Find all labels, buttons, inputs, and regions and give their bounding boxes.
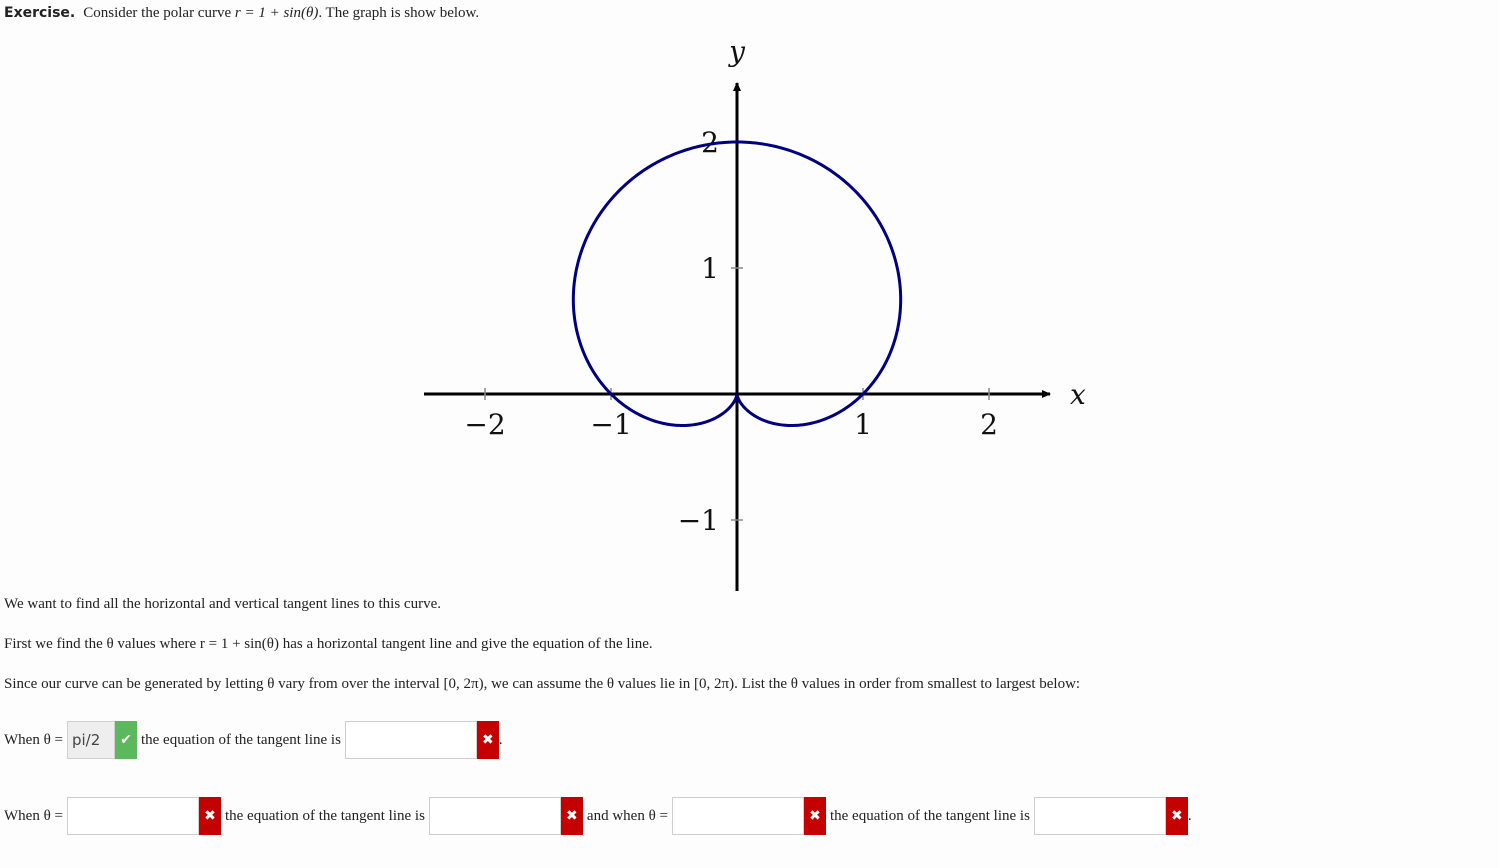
tangent-input-1[interactable]: [345, 721, 477, 759]
x-tick-label: 1: [854, 408, 872, 441]
theta-answer-field-2: [67, 798, 221, 834]
tangent-line-label: the equation of the tangent line is: [140, 731, 341, 748]
answer-row-2: [4, 798, 1192, 834]
and-when-theta-label: and when θ =: [586, 807, 668, 824]
y-tick-label: −1: [677, 504, 719, 537]
intro-paragraph: We want to find all the horizontal and vertical tangent lines to this curve.: [4, 596, 441, 612]
interval-paragraph: Since our curve can be generated by letting θ vary from over the interval [0, 2π), we can assume the θ values lie in [0, 2π). List the θ values in order from smallest to largest below:: [4, 676, 1081, 692]
theta-input-2[interactable]: [67, 797, 199, 835]
theta-input-1[interactable]: [67, 721, 115, 759]
polar-graph: [0, 24, 1499, 596]
x-tick-label: 2: [980, 408, 998, 441]
theta-answer-field-3: [672, 798, 826, 834]
answer-row-1: [4, 722, 503, 758]
x-tick-label: −2: [464, 408, 506, 441]
when-theta-label: When θ =: [4, 807, 63, 824]
tangent-answer-field-2: [429, 798, 583, 834]
cross-icon: ✖: [477, 721, 499, 759]
tangent-line-label: the equation of the tangent line is: [224, 807, 425, 824]
x-axis-label: x: [1070, 378, 1086, 411]
header-text-before: Consider the polar curve: [83, 5, 235, 21]
header-formula: r = 1 + sin(θ): [234, 5, 319, 21]
exercise-label: Exercise.: [4, 5, 76, 21]
y-tick-label: 1: [701, 252, 719, 285]
theta-input-3[interactable]: [672, 797, 804, 835]
tangent-line-label: the equation of the tangent line is: [829, 807, 1030, 824]
tangent-input-2[interactable]: [429, 797, 561, 835]
header-text-after: . The graph is show below.: [318, 5, 480, 21]
cross-icon: ✖: [1166, 797, 1188, 835]
y-tick-label: 2: [701, 126, 719, 159]
cross-icon: ✖: [561, 797, 583, 835]
cross-icon: ✖: [199, 797, 221, 835]
period: .: [1187, 807, 1192, 824]
y-axis-label: y: [729, 35, 745, 68]
theta-answer-field-1: [67, 722, 137, 758]
check-icon: ✔: [115, 721, 137, 759]
when-theta-label: When θ =: [4, 731, 63, 748]
period: .: [498, 731, 503, 748]
tangent-answer-field-3: [1034, 798, 1188, 834]
exercise-header: [4, 3, 479, 23]
cross-icon: ✖: [804, 797, 826, 835]
tangent-answer-field-1: [345, 722, 499, 758]
x-tick-label: −1: [590, 408, 632, 441]
instruction-paragraph: First we find the θ values where r = 1 + sin(θ) has a horizontal tangent line and give the equation of the line.: [4, 636, 653, 652]
tangent-input-3[interactable]: [1034, 797, 1166, 835]
